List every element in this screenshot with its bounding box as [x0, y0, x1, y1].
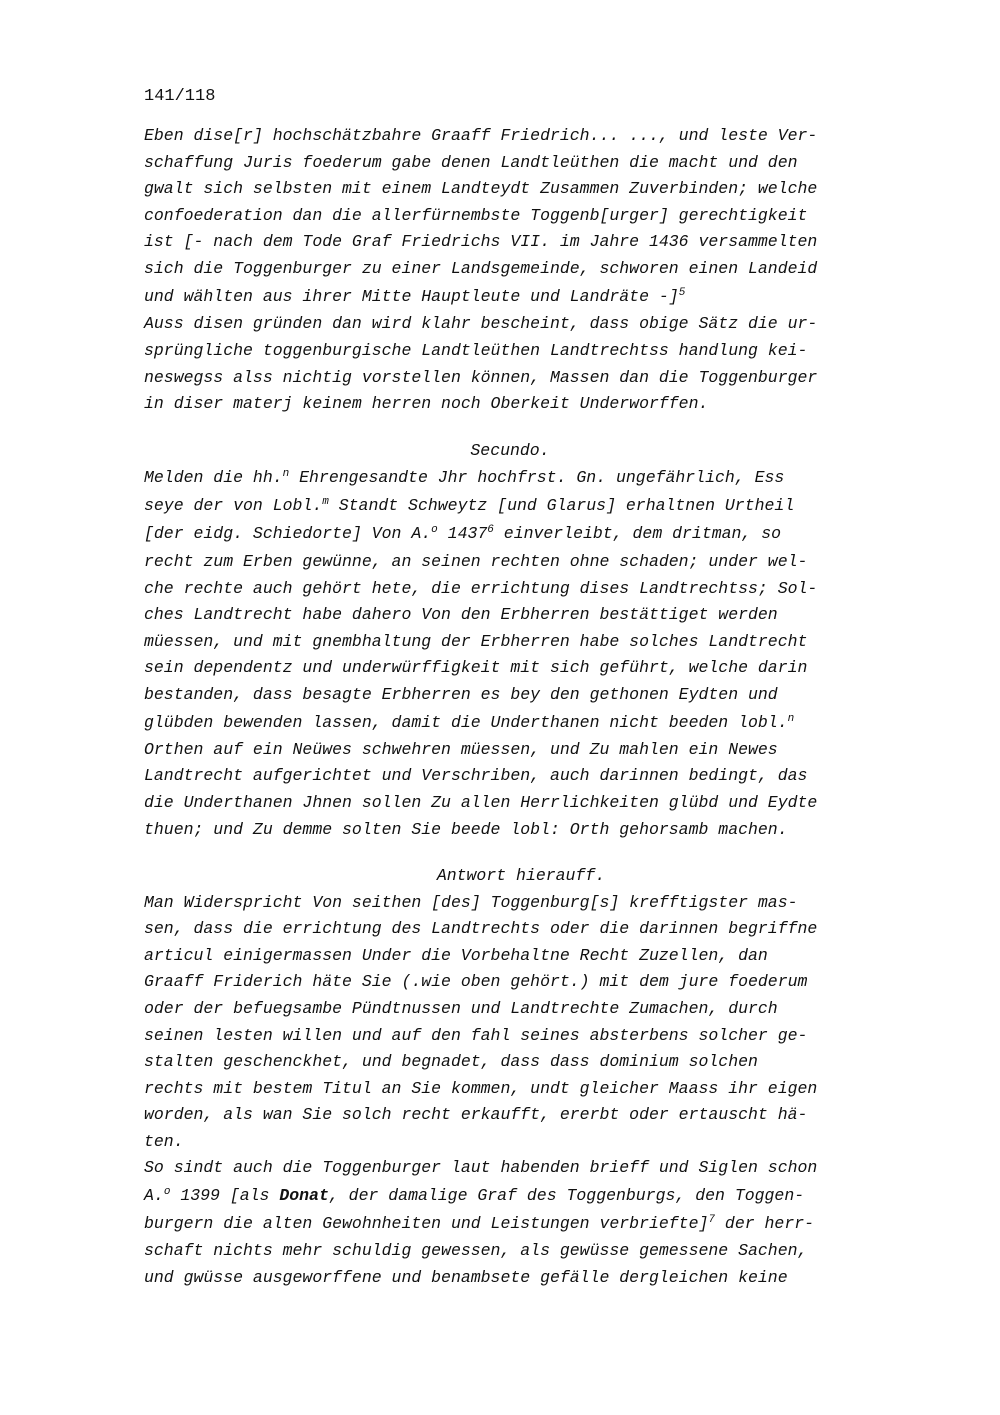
superscript: m: [322, 496, 329, 508]
text-line: oder der befuegsambe Pündtnussen und Landtrechte Zumachen, durch: [144, 999, 778, 1018]
footnote-ref: 7: [708, 1214, 716, 1226]
text-line: Melden die hh.$^n$ Ehrengesandte Jhr hochfrst. Gn. ungefährlich, Ess: [144, 468, 785, 487]
text-line: Auss disen gründen dan wird klahr bescheint, dass obige Sätz die ur-: [144, 314, 818, 333]
text-line: müessen, und mit gnembhaltung der Erbherren habe solches Landtrecht: [144, 632, 808, 651]
text-line: ten.: [144, 1132, 184, 1151]
text-line: [der eidg. Schiedorte] Von A.$^o$ 1437$^6$ einverleibt, dem dritman, so: [144, 524, 782, 543]
text-line: und gwüsse ausgeworffene und benambsete gefälle dergleichen keine: [144, 1268, 788, 1287]
text-line: Eben dise[r] hochschätzbahre Graaff Friedrich... ..., und leste Ver-: [144, 126, 818, 145]
superscript: n: [787, 713, 795, 725]
section-heading-secundo: Secundo.: [470, 441, 550, 460]
text-line: ches Landtrecht habe dahero Von den Erbherren bestättiget werden: [144, 605, 778, 624]
text-line: Orthen auf ein Neüwes schwehren müessen, und Zu mahlen ein Newes: [144, 740, 778, 759]
text-line: burgern die alten Gewohnheiten und Leistungen verbriefte]$^7$ der herr-: [144, 1214, 815, 1233]
text-line: Landtrecht aufgerichtet und Verschriben, auch darinnen bedingt, das: [144, 766, 808, 785]
text-line: confoederation dan die allerfürnembste Toggenb[urger] gerechtigkeit: [144, 206, 808, 225]
text-line: Man Widerspricht Von seithen [des] Toggenburg[s] krefftigster mas-: [144, 893, 798, 912]
emphasized-name: Donat: [279, 1186, 329, 1205]
text-line: recht zum Erben gewünne, an seinen rechten ohne schaden; under wel-: [144, 552, 808, 571]
text-line: gwalt sich selbsten mit einem Landteydt Zusammen Zuverbinden; welche: [144, 179, 818, 198]
text-line: A.$^o$ 1399 [als Donat, der damalige Graf des Toggenburgs, den Toggen-: [144, 1186, 805, 1205]
footnote-ref: 6: [487, 524, 494, 536]
text-line: worden, als wan Sie solch recht erkaufft, ererbt oder ertauscht hä-: [144, 1105, 808, 1124]
text-line: sen, dass die errichtung des Landtrechts oder die darinnen begriffne: [144, 919, 818, 938]
text-line: rechts mit bestem Titul an Sie kommen, undt gleicher Maass ihr eigen: [144, 1079, 818, 1098]
text-line: sich die Toggenburger zu einer Landsgemeinde, schworen einen Landeid: [144, 259, 818, 278]
footnote-ref: 5: [678, 287, 686, 299]
superscript: n: [282, 468, 290, 480]
text-line: articul einigermassen Under die Vorbehaltne Recht Zuzellen, dan: [144, 946, 768, 965]
text-line: Graaff Friderich häte Sie (.wie oben gehört.) mit dem jure foederum: [144, 972, 808, 991]
superscript: o: [163, 1186, 171, 1198]
text-line: neswegss alss nichtig vorstellen können, Massen dan die Toggenburger: [144, 368, 818, 387]
page-number: 141/118: [144, 87, 216, 106]
text-line: che rechte auch gehört hete, die errichtung dises Landtrechtss; Sol-: [144, 579, 818, 598]
text-line: thuen; und Zu demme solten Sie beede lobl: Orth gehorsamb machen.: [144, 820, 788, 839]
text-line: glübden bewenden lassen, damit die Underthanen nicht beeden lobl.$^n$: [144, 713, 795, 732]
text-line: sein dependentz und underwürffigkeit mit sich geführt, welche darin: [144, 658, 808, 677]
text-line: bestanden, dass besagte Erbherren es bey den gethonen Eydten und: [144, 685, 778, 704]
text-line: stalten geschenckhet, und begnadet, dass dass dominium solchen: [144, 1052, 758, 1071]
text-line: sprüngliche toggenburgische Landtleüthen Landtrechtss handlung kei-: [144, 341, 808, 360]
text-line: ist [- nach dem Tode Graf Friedrichs VII. im Jahre 1436 versammelten: [144, 232, 818, 251]
text-line: die Underthanen Jhnen sollen Zu allen Herrlichkeiten glübd und Eydte: [144, 793, 818, 812]
section-heading-antwort: Antwort hierauff.: [436, 866, 606, 885]
text-line: und wählten aus ihrer Mitte Hauptleute und Landräte -]$^5$: [144, 287, 686, 306]
text-line: schaft nichts mehr schuldig gewessen, als gewüsse gemessene Sachen,: [144, 1241, 808, 1260]
text-line: seye der von Lobl.$^m$ Standt Schweytz [und Glarus] erhaltnen Urtheil: [144, 496, 795, 515]
text-line: seinen lesten willen und auf den fahl seines absterbens solcher ge-: [144, 1026, 808, 1045]
text-line: schaffung Juris foederum gabe denen Landtleüthen die macht und den: [144, 153, 798, 172]
text-line: So sindt auch die Toggenburger laut habenden brieff und Siglen schon: [144, 1158, 818, 1177]
text-line: in diser materj keinem herren noch Oberkeit Underworffen.: [144, 394, 709, 413]
superscript: o: [431, 524, 438, 536]
